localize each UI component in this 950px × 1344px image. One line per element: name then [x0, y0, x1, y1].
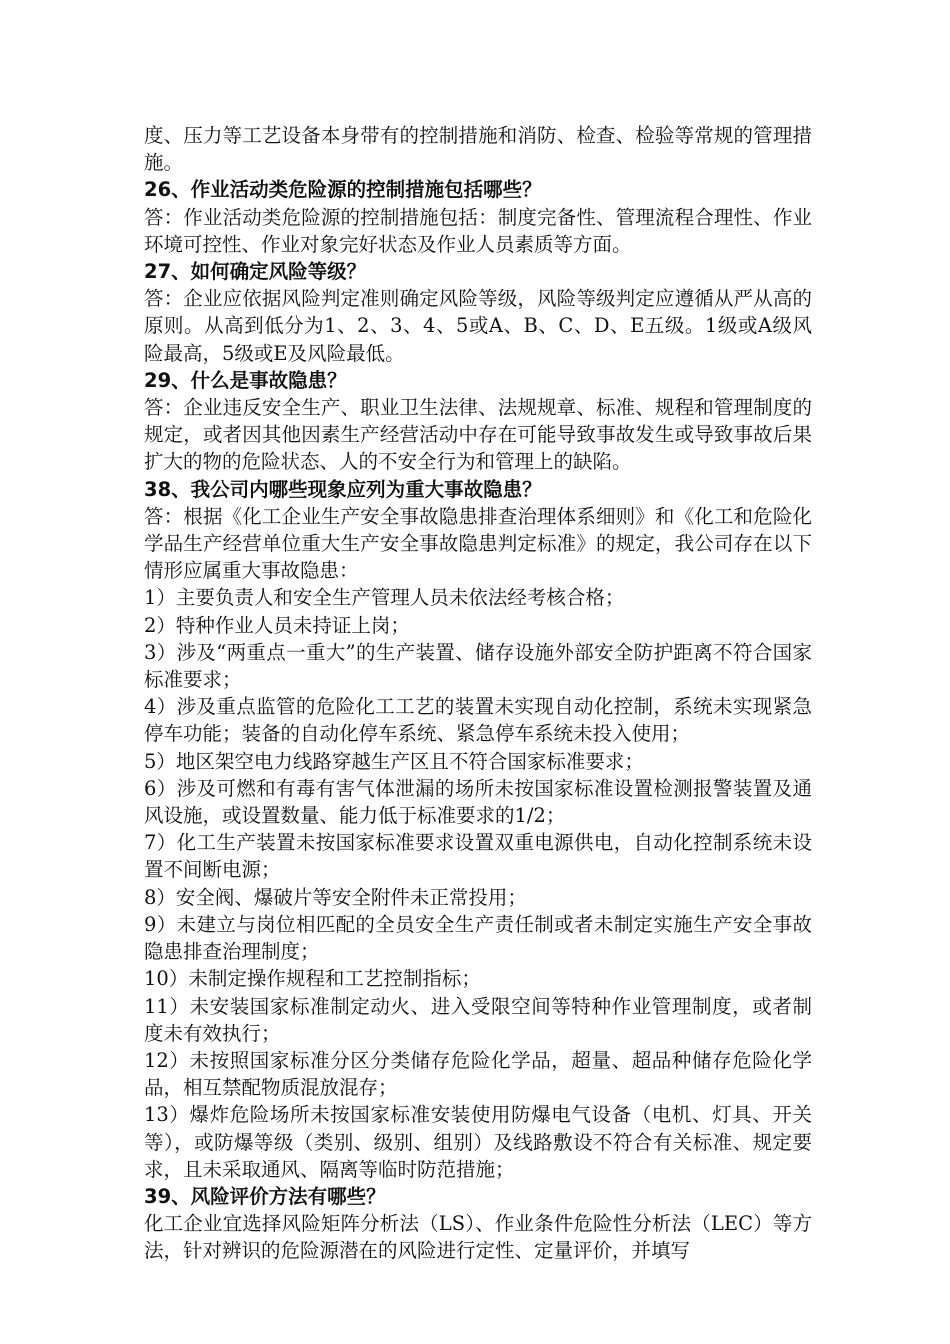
question-heading: 27、如何确定风险等级？ [144, 260, 367, 284]
answer-paragraph: 答：根据《化工企业生产安全事故隐患排查治理体系细则》和《化工和危险化学品生产经营单位重大生产安全事故隐患判定标准》的规定，我公司存在以下情形应属重大事故隐患： [144, 504, 812, 583]
list-item: 5）地区架空电力线路穿越生产区且不符合国家标准要求； [144, 749, 644, 773]
list-item: 9）未建立与岗位相匹配的全员安全生产责任制或者未制定实施生产安全事故隐患排查治理制度； [144, 912, 812, 964]
document-page [144, 122, 812, 1265]
answer-paragraph: 答：作业活动类危险源的控制措施包括：制度完备性、管理流程合理性、作业环境可控性、作业对象完好状态及作业人员素质等方面。 [144, 205, 812, 256]
list-item: 8）安全阀、爆破片等安全附件未正常投用； [144, 885, 527, 909]
list-item: 13）爆炸危险场所未按国家标准安装使用防爆电气设备（电机、灯具、开关等），或防爆等级（类别、级别、组别）及线路敷设不符合有关标准、规定要求，且未采取通风、隔离等临时防范措施； [144, 1103, 812, 1181]
answer-paragraph: 答：企业应依据风险判定准则确定风险等级，风险等级判定应遵循从严从高的原则。从高到低分为1、2、3、4、5或A、B、C、D、E五级。1级或A级风险最高，5级或E及风险最低。 [144, 287, 812, 365]
question-heading: 26、作业活动类危险源的控制措施包括哪些？ [144, 178, 542, 202]
question-heading: 38、我公司内哪些现象应列为重大事故隐患？ [144, 477, 542, 501]
list-item: 2）特种作业人员未持证上岗； [144, 613, 410, 637]
list-item: 4）涉及重点监管的危险化工工艺的装置未实现自动化控制，系统未实现紧急停车功能；装备的自动化停车系统、紧急停车系统未投入使用； [144, 695, 812, 746]
list-item: 7）化工生产装置未按国家标准要求设置双重电源供电，自动化控制系统未设置不间断电源； [144, 831, 812, 882]
answer-paragraph: 化工企业宜选择风险矩阵分析法（LS）、作业条件危险性分析法（LEC）等方法，针对辨识的危险源潜在的风险进行定性、定量评价，并填写 [144, 1212, 812, 1263]
paragraph: 度、压力等工艺设备本身带有的控制措施和消防、检查、检验等常规的管理措施。 [144, 124, 812, 175]
list-item: 3）涉及“两重点一重大”的生产装置、储存设施外部安全防护距离不符合国家标准要求； [144, 640, 812, 692]
question-heading: 39、风险评价方法有哪些？ [144, 1184, 386, 1208]
question-heading: 29、什么是事故隐患？ [144, 368, 347, 392]
list-item: 12）未按照国家标准分区分类储存危险化学品，超量、超品种储存危险化学品，相互禁配物质混放混存； [144, 1048, 812, 1100]
list-item: 10）未制定操作规程和工艺控制指标； [144, 967, 481, 991]
list-item: 1）主要负责人和安全生产管理人员未依法经考核合格； [144, 586, 625, 610]
answer-paragraph: 答：企业违反安全生产、职业卫生法律、法规规章、标准、规程和管理制度的规定，或者因其他因素生产经营活动中存在可能导致事故发生或导致事故后果扩大的物的危险状态、人的不安全行为和管理上的缺陷。 [144, 396, 812, 474]
list-item: 6）涉及可燃和有毒有害气体泄漏的场所未按国家标准设置检测报警装置及通风设施，或设置数量、能力低于标准要求的1/2； [144, 776, 812, 828]
list-item: 11）未安装国家标准制定动火、进入受限空间等特种作业管理制度，或者制度未有效执行； [144, 994, 812, 1045]
